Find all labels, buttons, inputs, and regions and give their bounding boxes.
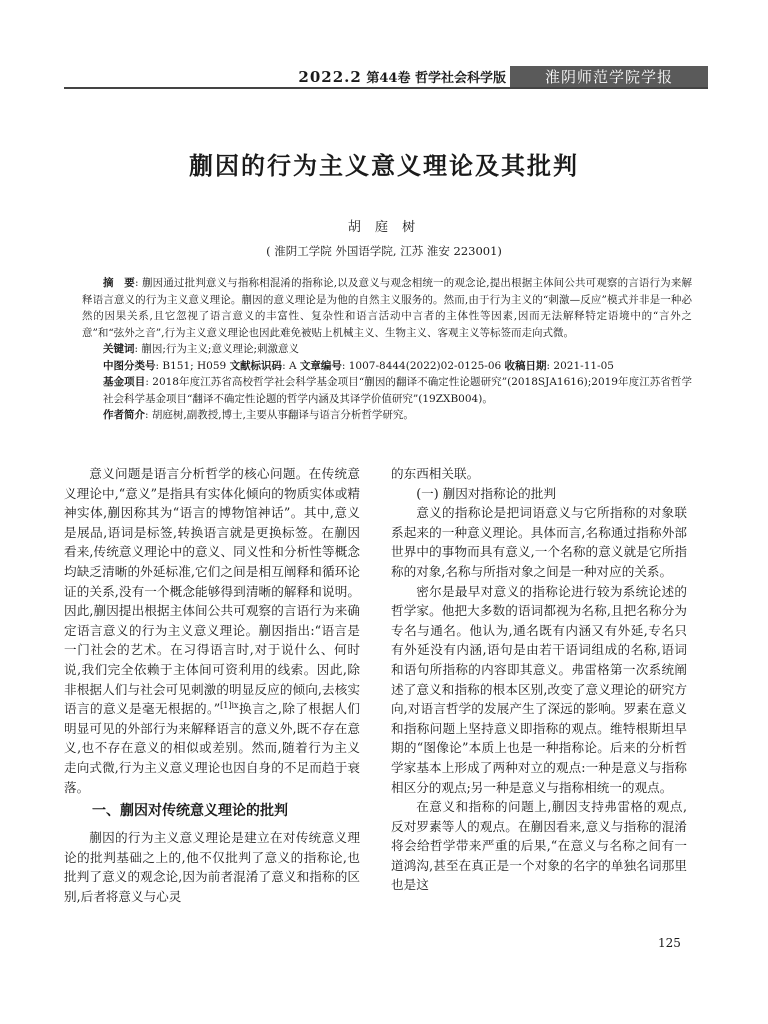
author-name: 胡 庭 树 <box>347 220 421 235</box>
citation: [1]ix <box>220 700 239 710</box>
section-heading: 一、蒯因对传统意义理论的批判 <box>92 803 288 820</box>
abstract-label: 摘 要 <box>103 277 135 289</box>
subsection-heading: (一) 蒯因对指称论的批判 <box>416 485 556 501</box>
paragraph: 的东西相关联。 <box>391 466 480 481</box>
issue-info <box>298 67 506 86</box>
header-rule <box>64 87 708 89</box>
keywords <box>103 341 692 358</box>
journal-name-badge: 淮阴师范学院学报 <box>510 66 708 88</box>
article-no-label: 文章编号 <box>299 359 342 372</box>
clc-value: : B151; H059 <box>155 359 227 372</box>
volume-series: 第44卷 哲学社会科学版 <box>366 71 506 86</box>
keywords-text: : 蒯因;行为主义;意义理论;刺激意义 <box>134 343 299 355</box>
doc-code-label: 文献标识码 <box>229 359 283 372</box>
author-bio <box>103 407 692 424</box>
body-column-left <box>64 464 360 906</box>
year-issue: 2022.2 <box>298 68 362 86</box>
running-header <box>0 66 768 88</box>
paragraph: 密尔是最早对意义的指称论进行较为系统论述的哲学家。他把大多数的语词都视为名称,且把名称分为专名与通名。他认为,通名既有内涵又有外延,专名只有外延没有内涵,语句是由若干语词组成的名称,语词和语句所指称的内容即其意义。弗雷格第一次系统阐述了意义和指称的根本区别,改变了意义理论的研究方向,对语言哲学的发展产生了深远的影响。罗素在意义和指称问题上坚持意义即指称的观点。维特根斯坦早期的“图像论”本质上也是一种指称论。后来的分析哲学家基本上形成了两种对立的观点:一种是意义与指称相区分的观点;另一种是意义与指称相统一的观点。 <box>391 583 687 795</box>
paragraph: 意义的指称论是把词语意义与它所指称的对象联系起来的一种意义理论。具体而言,名称通过指称外部世界中的事物而具有意义,一个名称的意义就是它所指称的对象,名称与所指对象之间是一种对应的关系。 <box>391 505 687 579</box>
funding-label: 基金项目 <box>103 376 146 388</box>
article-title: 蒯因的行为主义意义理论及其批判 <box>189 152 579 180</box>
clc-label: 中图分类号 <box>103 359 156 372</box>
author-bio-text: : 胡庭树,副教授,博士,主要从事翻译与语言分析哲学研究。 <box>145 409 414 421</box>
author-affiliation: ( 淮阴工学院 外国语学院, 江苏 淮安 223001) <box>266 244 502 258</box>
paragraph-text: 换言之,除了根据人们明显可见的外部行为来解释语言的意义外,既不存在意义,也不存在意义的相似或差别。然而,随着行为主义走向式微,行为主义意义理论也因自身的不足而趋于衰落。 <box>64 701 360 795</box>
paragraph <box>64 464 360 797</box>
classification-line <box>103 358 692 375</box>
article-no-value: : 1007-8444(2022)02-0125-06 <box>341 359 502 372</box>
abstract <box>82 275 692 341</box>
paragraph-text: 意义问题是语言分析哲学的核心问题。在传统意义理论中,“意义”是指具有实体化倾向的物质实体或精神实体,蒯因称其为“语言的博物馆神话”。其中,意义是展品,语词是标签,转换语言就是更换标签。在蒯因看来,传统意义理论中的意义、同义性和分析性等概念均缺乏清晰的外延标准,它们之间是相互阐释和循环论证的关系,没有一个概念能够得到清晰的解释和说明。因此,蒯因提出根据主体间公共可观察的言语行为来确定语言意义的行为主义意义理论。蒯因指出:“语言是一门社会的艺术。在习得语言时,对于说什么、何时说,我们完全依赖于主体间可资利用的线索。因此,除非根据人们与社会可见刺激的明显反应的倾向,去核实语言的意义是毫无根据的。” <box>64 466 360 717</box>
author-bio-label: 作者简介 <box>103 409 145 421</box>
paragraph: 在意义和指称的问题上,蒯因支持弗雷格的观点,反对罗素等人的观点。在蒯因看来,意义与指称的混淆将会给哲学带来严重的后果,“在意义与名称之间有一道鸿沟,甚至在真正是一个对象的名字的单独名词那里也是这 <box>391 799 687 893</box>
funding-text: : 2018年度江苏省高校哲学社会科学基金项目“蒯因的翻译不确定性论题研究”(2018SJA1616);2019年度江苏省哲学社会科学基金项目“翻译不确定性论题的哲学内涵及其译学价值研究”(19ZXB004)。 <box>103 376 693 405</box>
doc-code-value: : A <box>282 359 297 372</box>
abstract-block <box>82 275 692 424</box>
keywords-label: 关键词 <box>103 343 135 355</box>
abstract-text: : 蒯因通过批判意义与指称相混淆的指称论,以及意义与观念相统一的观念论,提出根据主体间公共可观察的言语行为来解释语言意义的行为主义意义理论。蒯因的意义理论是为他的自然主义服务的。然而,由于行为主义的“刺激—反应”模式并非是一种必然的因果关系,且它忽视了语言意义的丰富性、复杂性和语言活动中言者的主体性等因素,因而无法解释特定语境中的“言外之意”和“弦外之音”,行为主义意义理论也因此难免被贴上机械主义、生物主义、客观主义等标签而走向式微。 <box>82 277 692 339</box>
funding <box>103 374 692 407</box>
body-column-right <box>391 464 687 895</box>
received-value: : 2021-11-05 <box>546 359 614 372</box>
page-number: 125 <box>658 936 681 950</box>
received-label: 收稿日期 <box>504 359 547 372</box>
paragraph: 蒯因的行为主义意义理论是建立在对传统意义理论的批判基础之上的,他不仅批判了意义的指称论,也批判了意义的观念论,因为前者混淆了意义和指称的区别,后者将意义与心灵 <box>64 830 360 904</box>
